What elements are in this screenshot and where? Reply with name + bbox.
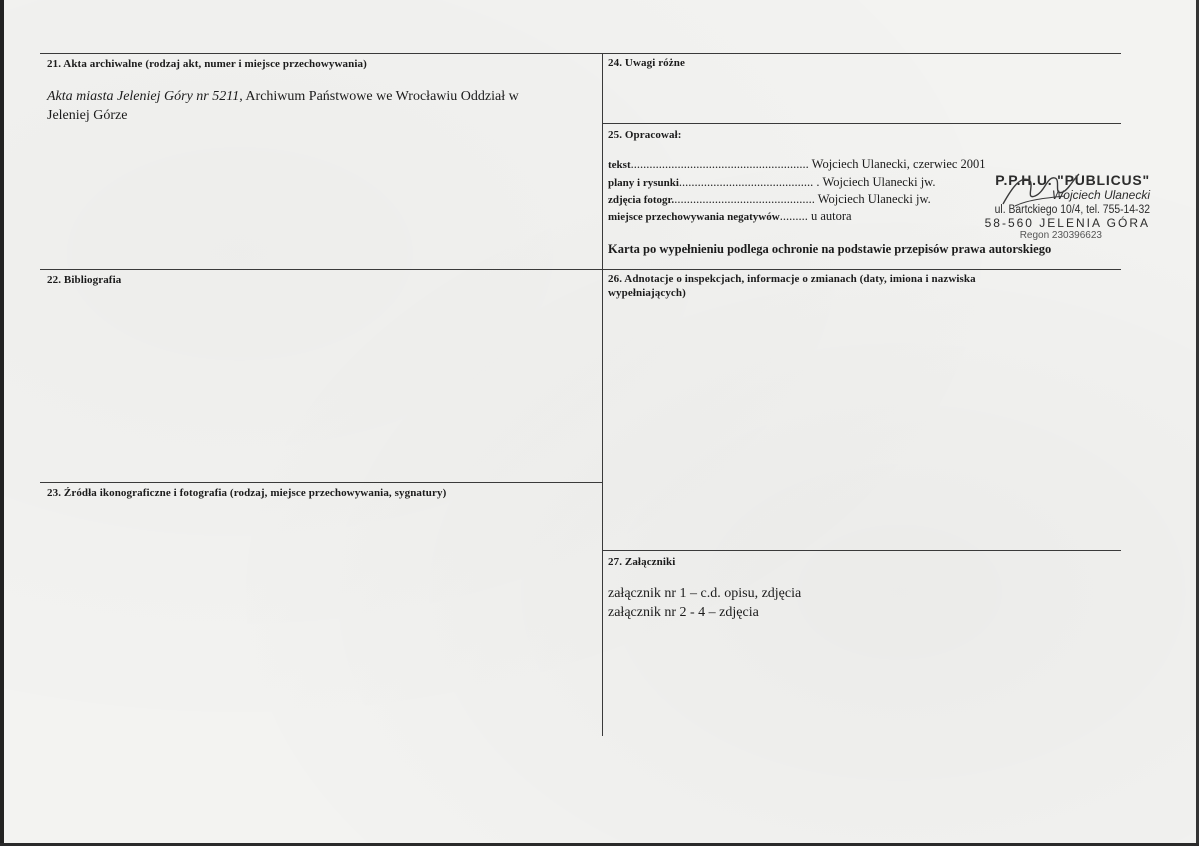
row-label: plany i rysunki [608,177,679,189]
attachments-list [608,584,801,622]
row-dots: ........................................... [678,175,814,189]
attachment-item: załącznik nr 1 – c.d. opisu, zdjęcia [608,586,802,601]
rule-27 [602,550,1121,551]
rule-25 [602,123,1121,124]
attachment-item: załącznik nr 2 - 4 – zdjęcia [608,605,759,620]
stamp-owner-name: Wojciech Ulanecki [1051,188,1150,202]
handwritten-signature [995,166,1085,216]
section-26-header-line1: 26. Adnotacje o inspekcjach, informacje o zmianach (daty, imiona i nazwiska [608,273,976,285]
stamp-address: ul. Bartckiego 10/4, tel. 755-14-32 [994,204,1150,216]
row-value: u autora [810,209,852,223]
section-27-header: 27. Załączniki [608,556,676,568]
author-row-photos [608,191,931,208]
stamp-city: 58-560 JELENIA GÓRA [984,216,1150,230]
stamp-regon: Regon 230396623 [1019,230,1102,241]
author-row-negatives [608,208,852,225]
row-value: Wojciech Ulanecki, czerwiec 2001 [811,157,986,171]
rule-22-26 [40,269,1121,270]
row-dots: ............................................. [674,192,815,206]
row-value: . Wojciech Ulanecki jw. [816,175,936,189]
center-divider [602,53,603,736]
section-25-header: 25. Opracował: [608,129,682,141]
section-26-header [608,272,1108,300]
row-label: miejsce przechowywania negatywów [608,211,780,223]
section-22-header: 22. Bibliografia [47,274,122,286]
section-24-header: 24. Uwagi różne [608,57,685,69]
top-rule [40,53,1121,54]
row-dots: ......................................................... [630,157,809,171]
section-21-header: 21. Akta archiwalne (rodzaj akt, numer i miejsce przechowywania) [47,58,367,70]
section-23-header: 23. Źródła ikonograficzne i fotografia (rodzaj, miejsce przechowywania, sygnatury) [47,487,447,499]
archive-location: , Archiwum Państwowe we Wrocławiu Oddział w [239,89,519,104]
row-label: tekst [608,159,631,171]
archive-reference: Akta miasta Jeleniej Góry nr 5211 [47,89,240,104]
scan-edge-left [0,0,4,846]
author-row-plans [608,174,936,191]
row-label: zdjęcia fotogr. [608,194,675,206]
stamp-company-name: P.P.H.U. "PUBLICUS" [995,172,1150,188]
row-dots: ......... [779,209,808,223]
author-row-text [608,156,986,173]
row-value: Wojciech Ulanecki jw. [817,192,931,206]
section-21-content [47,87,597,125]
section-26-header-line2: wypełniających) [608,287,686,299]
copyright-note: Karta po wypełnieniu podlega ochronie na podstawie przepisów prawa autorskiego [608,242,1052,256]
rule-23 [40,482,602,483]
archive-location-line2: Jeleniej Górze [47,108,128,123]
